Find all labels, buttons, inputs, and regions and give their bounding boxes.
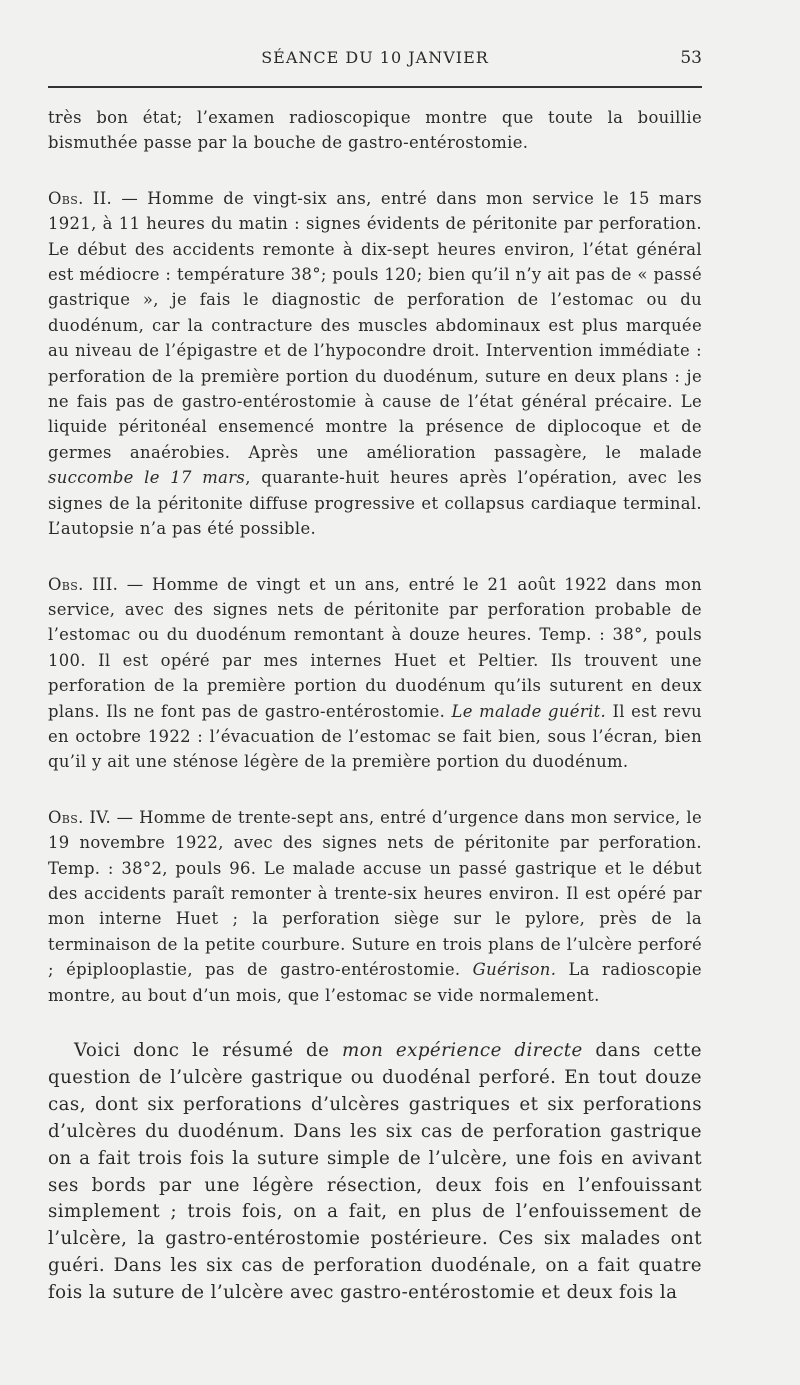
observation-label: Obs. IV. [48, 807, 112, 827]
summary-italic: mon expérience directe [342, 1040, 583, 1061]
observation-italic: succombe le 17 mars [48, 468, 246, 488]
observation-italic: Guérison. [472, 960, 557, 980]
observation-text: — Homme de vingt et un ans, entré le 21 août 1922 dans mon service, avec des signes nets de péritonite par perforation probable de l’estomac ou du duodénum remontant à douze heures. Temp. : 38°, pouls 100. Il est opéré par mes internes Huet et Peltier. Ils trouvent une perforation de la première portion du duodénum qu’ils suturent en deux plans. Ils ne font pas de gastro-entérostomie. [48, 574, 702, 721]
observation-italic: Le malade guérit. [451, 701, 607, 721]
observation-text: — Homme de trente-sept ans, entré d’urgence dans mon service, le 19 novembre 1922, avec des signes nets de péritonite par perforation. Temp. : 38°2, pouls 96. Le malade accuse un passé gastrique et le début des accidents paraît remonter à trente-six heures environ. Il est opéré par mon interne Huet ; la perforation siège sur le pylore, près de la terminaison de la petite courbure. Suture en trois plans de l’ulcère perforé ; épiplooplastie, pas de gastro-entérostomie. [48, 807, 703, 980]
observation-4 [48, 805, 702, 1008]
observation-3 [48, 572, 702, 775]
running-title: SÉANCE DU 10 JANVIER [261, 48, 489, 67]
summary-paragraph [48, 1038, 702, 1307]
page-body [48, 105, 702, 1307]
page-header [48, 48, 702, 72]
observation-label: Obs. III. [48, 574, 119, 594]
header-rule [48, 86, 702, 88]
summary-text: dans cette question de l’ulcère gastrique ou duodénal perforé. En tout douze cas, dont six perforations d’ulcères gastriques et six perforations d’ulcères du duodénum. Dans les six cas de perforation gastrique on a fait trois fois la suture simple de l’ulcère, une fois en avivant ses bords par une légère résection, deux fois en l’enfouissant simplement ; trois fois, on a fait, en plus de l’enfouissement de l’ulcère, la gastro-entérostomie postérieure. Ces six malades ont guéri. Dans les six cas de perforation duodénale, on a fait quatre fois la suture de l’ulcère avec gastro-entérostomie et deux fois la [48, 1040, 702, 1304]
observation-text: , quarante-huit heures après l’opération, avec les signes de la péritonite diffuse progressive et collapsus cardiaque terminal. L’autopsie n’a pas été possible. [48, 468, 702, 539]
observation-2 [48, 186, 702, 542]
observation-text: — Homme de vingt-six ans, entré dans mon service le 15 mars 1921, à 11 heures du matin : signes évidents de péritonite par perforation. Le début des accidents remonte à dix-sept heures environ, l’état général est médiocre : température 38°; pouls 120; bien qu’il n’y ait pas de « passé gastrique », je fais le diagnostic de perforation de l’estomac ou du duodénum, car la contracture des muscles abdominaux est plus marquée au niveau de l’épigastre et de l’hypocondre droit. Intervention immédiate : perforation de la première portion du duodénum, suture en deux plans : je ne fais pas de gastro-entérostomie à cause de l’état général précaire. Le liquide péritonéal ensemencé montre la présence de diplocoque et de germes anaérobies. Après une amélioration passagère, le malade [48, 188, 702, 462]
summary-text: Voici donc le résumé de [74, 1040, 343, 1061]
paragraph-continuation: très bon état; l’examen radioscopique montre que toute la bouillie bismuthée passe par la bouche de gastro-entérostomie. [48, 108, 702, 153]
observation-text: Il est revu en octobre 1922 : l’évacuation de l’estomac se fait bien, sous l’écran, bien qu’il y ait une sténose légère de la première portion du duodénum. [48, 701, 702, 772]
page-number: 53 [680, 48, 702, 68]
observation-label: Obs. II. [48, 188, 113, 208]
observation-text: La radioscopie montre, au bout d’un mois, que l’estomac se vide normalement. [48, 960, 702, 1005]
